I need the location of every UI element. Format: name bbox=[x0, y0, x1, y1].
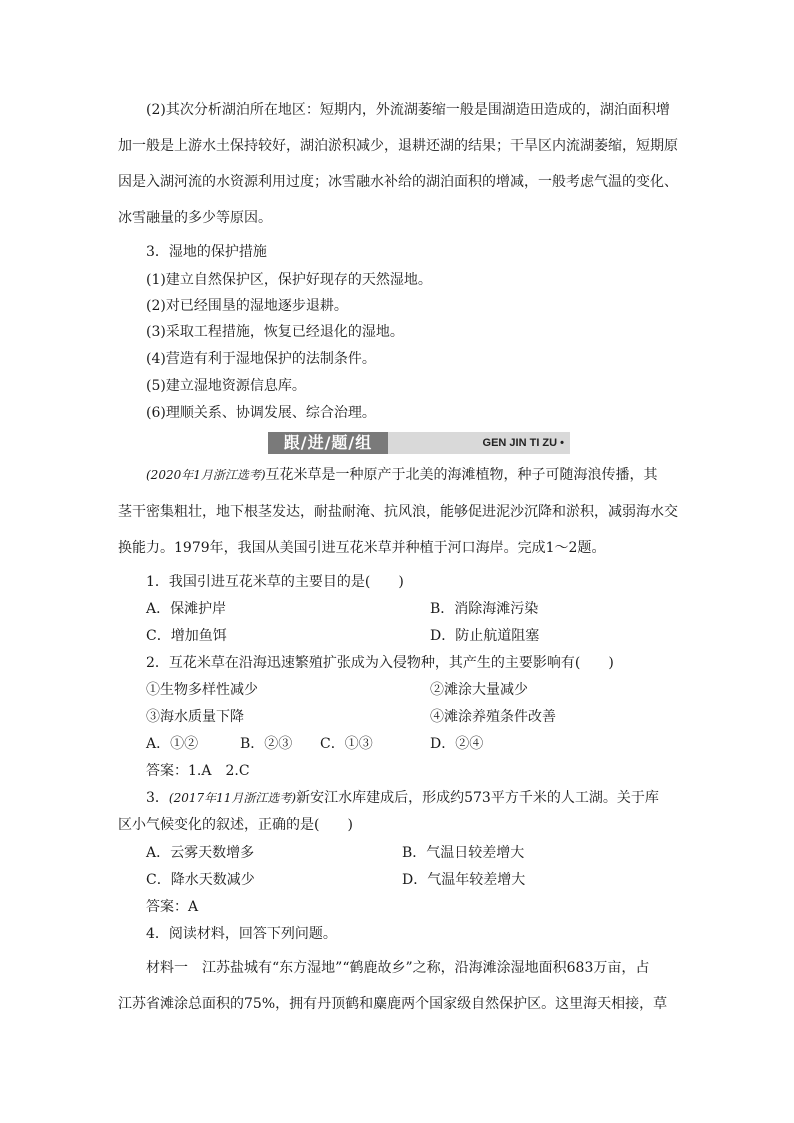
analysis-line-4: 冰雪融量的多少等原因。 bbox=[118, 210, 272, 226]
question-3-line-2: 区小气候变化的叙述，正确的是( ) bbox=[118, 817, 353, 833]
material-intro-line-2: 茎干密集粗壮，地下根茎发达，耐盐耐淹、抗风浪，能够促进泥沙沉降和淤积，减弱海水交 bbox=[118, 504, 678, 520]
q4-material-line-1: 材料一 江苏盐城有“东方湿地”“鹤鹿故乡”之称，沿海滩涂湿地面积683万亩，占 bbox=[146, 960, 650, 976]
material-intro-line-1 bbox=[146, 465, 658, 485]
section-banner bbox=[268, 432, 570, 454]
q2-option-b: B．②③ bbox=[240, 736, 293, 752]
q1-option-c: C．增加鱼饵 bbox=[146, 628, 227, 644]
banner-title: 跟/进/题/组 bbox=[268, 432, 388, 454]
answer-q1-q2: 答案：1.A 2.C bbox=[146, 763, 250, 779]
q2-option-a: A．①② bbox=[146, 736, 199, 752]
section-heading: 3．湿地的保护措施 bbox=[146, 244, 267, 260]
exam-source: (2020年1月浙江选考) bbox=[146, 468, 266, 482]
q1-option-a: A．保滩护岸 bbox=[146, 601, 227, 617]
q3-option-d: D．气温年较差增大 bbox=[402, 872, 526, 888]
analysis-line-2: 加一般是上游水土保持较好，湖泊淤积减少，退耕还湖的结果；干旱区内流湖萎缩，短期原 bbox=[118, 138, 678, 154]
answer-q3: 答案：A bbox=[146, 899, 199, 915]
q3-option-b: B．气温日较差增大 bbox=[402, 845, 525, 861]
q3-option-c: C．降水天数减少 bbox=[146, 872, 255, 888]
q2-option-d: D．②④ bbox=[430, 736, 484, 752]
material-intro-line-3: 换能力。1979年，我国从美国引进互花米草并种植于河口海岸。完成1～2题。 bbox=[118, 540, 606, 556]
question-2-stem: 2．互花米草在沿海迅速繁殖扩张成为入侵物种，其产生的主要影响有( ) bbox=[146, 655, 614, 671]
exam-source: (2017年11月浙江选考) bbox=[168, 791, 297, 805]
q3-option-a: A．云雾天数增多 bbox=[146, 845, 255, 861]
q2-statement-1: ①生物多样性减少 bbox=[146, 682, 258, 698]
measure-item: (1)建立自然保护区，保护好现存的天然湿地。 bbox=[146, 272, 432, 288]
q4-material-line-2: 江苏省滩涂总面积的75%，拥有丹顶鹤和麋鹿两个国家级自然保护区。这里海天相接，草 bbox=[118, 996, 668, 1012]
measure-item: (2)对已经围垦的湿地逐步退耕。 bbox=[146, 298, 348, 314]
question-1-stem: 1．我国引进互花米草的主要目的是( ) bbox=[146, 574, 404, 590]
measure-item: (4)营造有利于湿地保护的法制条件。 bbox=[146, 351, 376, 367]
q2-statement-2: ②滩涂大量减少 bbox=[430, 682, 528, 698]
q1-option-b: B．消除海滩污染 bbox=[430, 601, 539, 617]
q2-statement-3: ③海水质量下降 bbox=[146, 709, 244, 725]
q3-text: 新安江水库建成后，形成约573平方千米的人工湖。关于库 bbox=[296, 790, 659, 806]
q2-statement-4: ④滩涂养殖条件改善 bbox=[430, 709, 556, 725]
q3-number: 3． bbox=[146, 790, 169, 806]
analysis-line-1: (2)其次分析湖泊所在地区：短期内，外流湖萎缩一般是围湖造田造成的，湖泊面积增 bbox=[146, 102, 670, 118]
q2-option-c: C．①③ bbox=[320, 736, 373, 752]
analysis-line-3: 因是入湖河流的水资源利用过度；冰雪融水补给的湖泊面积的增减，一般考虑气温的变化、 bbox=[118, 174, 678, 190]
measure-item: (3)采取工程措施，恢复已经退化的湿地。 bbox=[146, 324, 404, 340]
question-3-line-1 bbox=[146, 788, 659, 808]
q1-option-d: D．防止航道阻塞 bbox=[430, 628, 540, 644]
question-4-stem: 4．阅读材料，回答下列问题。 bbox=[146, 926, 337, 942]
measure-item: (6)理顺关系、协调发展、综合治理。 bbox=[146, 405, 376, 421]
material-intro-text: 互花米草是一种原产于北美的海滩植物，种子可随海浪传播，其 bbox=[265, 467, 658, 483]
measure-item: (5)建立湿地资源信息库。 bbox=[146, 378, 306, 394]
banner-english: GEN JIN TI ZU • bbox=[482, 437, 564, 449]
